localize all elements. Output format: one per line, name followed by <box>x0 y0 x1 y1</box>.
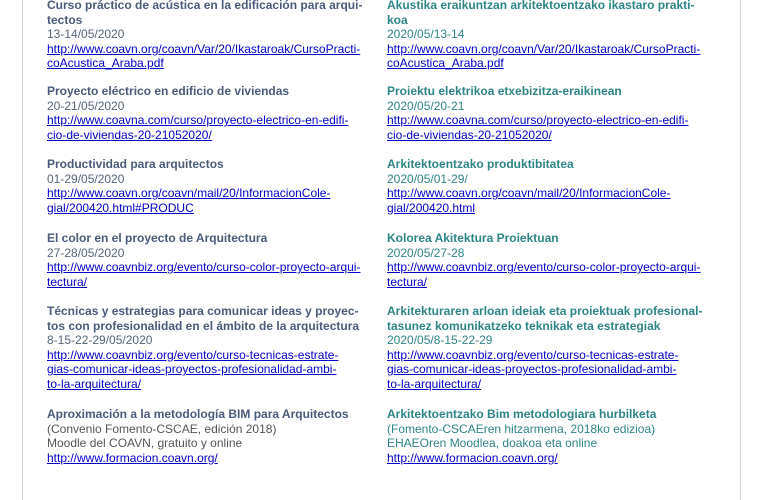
course-entry <box>47 231 377 289</box>
course-entry <box>387 157 717 215</box>
course-title: Arkitekturaren arloan ideiak eta proiektuak profesional- tasunez komunikatzeko teknikak eta estrategiak <box>387 304 703 333</box>
course-title: Técnicas y estrategias para comunicar ideas y proyec- tos con profesionalidad en el ámbito de la arquitectura <box>47 304 360 333</box>
course-entry <box>47 157 377 215</box>
course-link[interactable]: http://www.coavnbiz.org/evento/curso-tecnicas-estrate- gias-comunicar-ideas-proyectos-profesionalidad-ambi- to-la-arquitectura/ <box>387 347 679 391</box>
course-entry <box>47 84 377 142</box>
course-link[interactable]: http://www.coavnbiz.org/evento/curso-tecnicas-estrate- gias-comunicar-ideas-proyectos-profesionalidad-ambi- to-la-arquitectura/ <box>47 347 339 391</box>
course-date: 2020/05/13-14 <box>387 27 465 42</box>
course-title: Productividad para arquitectos <box>47 157 224 171</box>
course-date: 20-21/05/2020 <box>47 98 125 113</box>
course-link[interactable]: http://www.coavnbiz.org/evento/curso-color-proyecto-arqui- tectura/ <box>387 260 701 289</box>
course-note: (Convenio Fomento-CSCAE, edición 2018) <box>47 421 277 436</box>
course-link[interactable]: http://www.coavna.com/curso/proyecto-electrico-en-edifi- cio-de-viviendas-20-21052020/ <box>387 113 689 142</box>
course-title: Arkitektoentzako Bim metodologiara hurbilketa <box>387 407 657 421</box>
course-date: 2020/05/01-29/ <box>387 171 468 186</box>
course-note: (Fomento-CSCAEren hitzarmena, 2018ko edizioa) <box>387 421 656 436</box>
course-entry <box>387 84 717 142</box>
course-date: 27-28/05/2020 <box>47 245 125 260</box>
course-title: Akustika eraikuntzan arkitektoentzako ikastaro prakti- koa <box>387 0 695 27</box>
course-date: 01-29/05/2020 <box>47 171 125 186</box>
course-date: 2020/05/20-21 <box>387 98 465 113</box>
course-entry <box>387 304 717 392</box>
course-entry <box>387 407 717 465</box>
course-title: El color en el proyecto de Arquitectura <box>47 231 268 245</box>
course-entry <box>47 304 377 392</box>
course-title: Proiektu elektrikoa etxebizitza-eraikinean <box>387 84 622 98</box>
course-link[interactable]: http://www.coavna.com/curso/proyecto-electrico-en-edifi- cio-de-viviendas-20-21052020/ <box>47 113 349 142</box>
course-link[interactable]: http://www.coavn.org/coavn/mail/20/InformacionCole- gial/200420.html <box>387 186 671 215</box>
course-title: Arkitektoentzako produktibitatea <box>387 157 574 171</box>
course-date: 8-15-22-29/05/2020 <box>47 333 153 348</box>
course-link[interactable]: http://www.coavn.org/coavn/Var/20/Ikastaroak/CursoPracti- coAcustica_Araba.pdf <box>387 41 701 71</box>
course-title: Aproximación a la metodología BIM para Arquitectos <box>47 407 349 421</box>
course-link[interactable]: http://www.formacion.coavn.org/ <box>47 450 218 465</box>
course-entry <box>47 407 377 465</box>
course-link[interactable]: http://www.coavnbiz.org/evento/curso-color-proyecto-arqui- tectura/ <box>47 260 361 289</box>
course-date: 2020/05/27-28 <box>387 245 465 260</box>
course-link[interactable]: http://www.coavn.org/coavn/Var/20/Ikastaroak/CursoPracti- coAcustica_Araba.pdf <box>47 41 361 71</box>
course-title: Kolorea Akitektura Proiektuan <box>387 231 559 245</box>
course-date: 13-14/05/2020 <box>47 27 125 42</box>
course-title: Curso práctico de acústica en la edificación para arqui- tectos <box>47 0 363 27</box>
course-note: EHAEOren Moodlea, doakoa eta online <box>387 436 598 451</box>
course-entry <box>387 0 717 71</box>
course-note: Moodle del COAVN, gratuito y online <box>47 436 243 451</box>
course-entry <box>387 231 717 289</box>
course-link[interactable]: http://www.formacion.coavn.org/ <box>387 450 558 465</box>
course-link[interactable]: http://www.coavn.org/coavn/mail/20/InformacionCole- gial/200420.html#PRODUC <box>47 186 331 215</box>
course-date: 2020/05/8-15-22-29 <box>387 333 493 348</box>
course-entry <box>47 0 377 71</box>
course-title: Proyecto eléctrico en edificio de viviendas <box>47 84 290 98</box>
